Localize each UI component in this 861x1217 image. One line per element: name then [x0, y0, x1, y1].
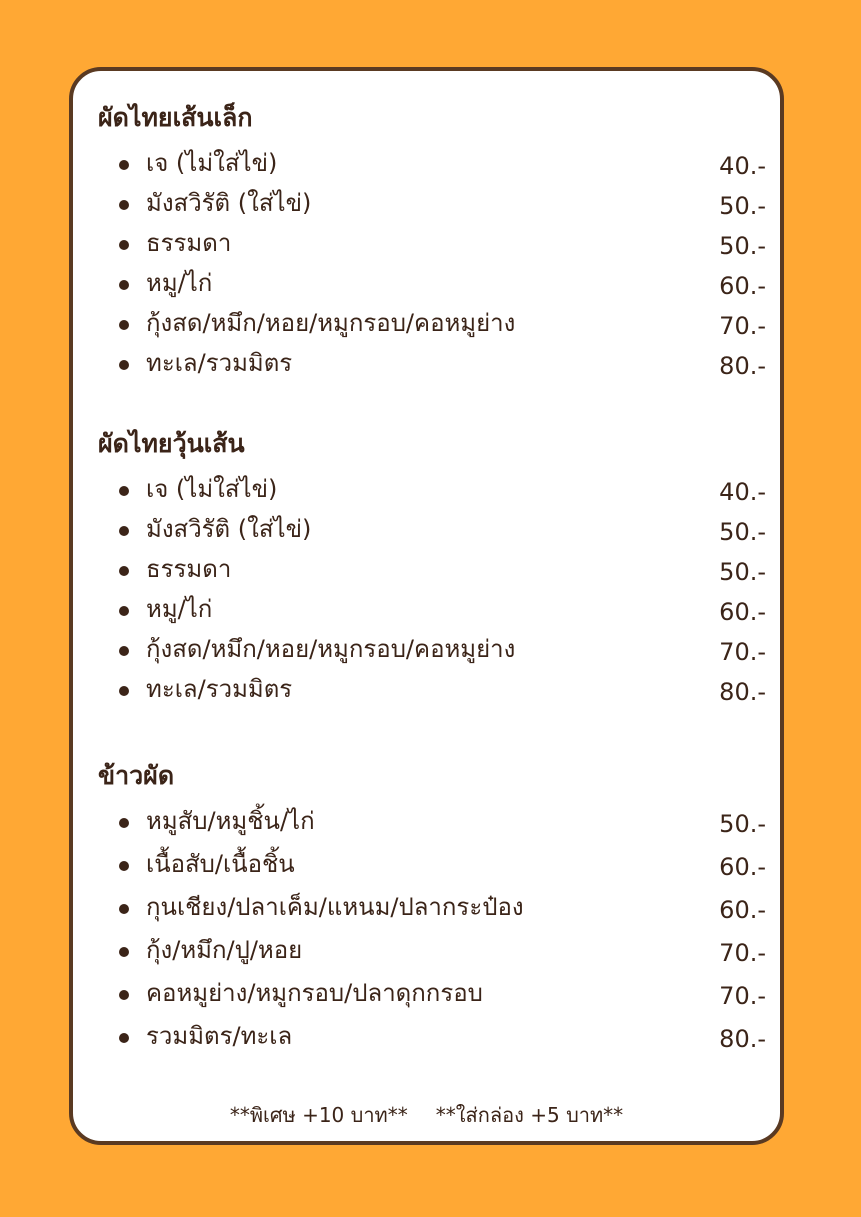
list-item: [73, 349, 780, 389]
list-item: [73, 269, 780, 309]
bullet-icon: [119, 566, 129, 576]
item-price: 70.-: [719, 638, 766, 666]
item-name: กุ้งสด/หมึก/หอย/หมูกรอบ/คอหมูย่าง: [146, 309, 516, 337]
section-title: ผัดไทยวุ้นเส้น: [98, 429, 245, 458]
item-price: 70.-: [719, 939, 766, 967]
list-item: [73, 229, 780, 269]
item-price: 80.-: [719, 678, 766, 706]
list-item: [73, 595, 780, 635]
list-item: [73, 475, 780, 515]
list-item: [73, 635, 780, 675]
item-price: 80.-: [719, 1025, 766, 1053]
bullet-icon: [119, 1033, 129, 1043]
item-name: หมู/ไก่: [146, 595, 213, 623]
bullet-icon: [119, 486, 129, 496]
item-name: เนื้อสับ/เนื้อชิ้น: [146, 850, 295, 878]
item-name: เจ (ไม่ใส่ไข่): [146, 149, 278, 177]
bullet-icon: [119, 990, 129, 1000]
item-price: 50.-: [719, 232, 766, 260]
bullet-icon: [119, 240, 129, 250]
box-charge-note: **ใส่กล่อง +5 บาท**: [435, 1103, 624, 1127]
item-name: หมูสับ/หมูชิ้น/ไก่: [146, 807, 315, 835]
list-item: [73, 149, 780, 189]
item-name: กุนเชียง/ปลาเค็ม/แหนม/ปลากระป๋อง: [146, 893, 524, 921]
bullet-icon: [119, 904, 129, 914]
item-price: 60.-: [719, 272, 766, 300]
item-price: 70.-: [719, 312, 766, 340]
item-name: กุ้ง/หมึก/ปู/หอย: [146, 936, 303, 964]
bullet-icon: [119, 280, 129, 290]
list-item: [73, 189, 780, 229]
bullet-icon: [119, 686, 129, 696]
list-item: [73, 893, 780, 933]
list-item: [73, 936, 780, 976]
item-price: 40.-: [719, 478, 766, 506]
bullet-icon: [119, 320, 129, 330]
item-price: 60.-: [719, 853, 766, 881]
item-name: มังสวิรัติ (ใส่ไข่): [146, 189, 312, 217]
item-price: 50.-: [719, 192, 766, 220]
section-title: ข้าวผัด: [98, 761, 175, 790]
bullet-icon: [119, 200, 129, 210]
item-price: 60.-: [719, 896, 766, 924]
item-price: 50.-: [719, 558, 766, 586]
footer-note: [73, 1101, 780, 1129]
item-price: 60.-: [719, 598, 766, 626]
item-name: ทะเล/รวมมิตร: [146, 349, 293, 377]
item-name: มังสวิรัติ (ใส่ไข่): [146, 515, 312, 543]
item-name: กุ้งสด/หมึก/หอย/หมูกรอบ/คอหมูย่าง: [146, 635, 516, 663]
item-price: 50.-: [719, 810, 766, 838]
bullet-icon: [119, 526, 129, 536]
list-item: [73, 555, 780, 595]
item-price: 70.-: [719, 982, 766, 1010]
bullet-icon: [119, 861, 129, 871]
item-name: รวมมิตร/ทะเล: [146, 1022, 293, 1050]
item-name: เจ (ไม่ใส่ไข่): [146, 475, 278, 503]
item-name: คอหมูย่าง/หมูกรอบ/ปลาดุกกรอบ: [146, 979, 483, 1007]
item-name: หมู/ไก่: [146, 269, 213, 297]
list-item: [73, 850, 780, 890]
bullet-icon: [119, 160, 129, 170]
extra-charge-note: **พิเศษ +10 บาท**: [229, 1103, 408, 1127]
bullet-icon: [119, 360, 129, 370]
item-name: ธรรมดา: [146, 229, 232, 257]
item-price: 80.-: [719, 352, 766, 380]
bullet-icon: [119, 818, 129, 828]
bullet-icon: [119, 947, 129, 957]
list-item: [73, 675, 780, 715]
list-item: [73, 807, 780, 847]
list-item: [73, 515, 780, 555]
item-price: 50.-: [719, 518, 766, 546]
item-name: ทะเล/รวมมิตร: [146, 675, 293, 703]
menu-card: [69, 67, 784, 1145]
section-title: ผัดไทยเส้นเล็ก: [98, 103, 253, 132]
item-name: ธรรมดา: [146, 555, 232, 583]
bullet-icon: [119, 606, 129, 616]
list-item: [73, 1022, 780, 1062]
list-item: [73, 309, 780, 349]
list-item: [73, 979, 780, 1019]
bullet-icon: [119, 646, 129, 656]
item-price: 40.-: [719, 152, 766, 180]
